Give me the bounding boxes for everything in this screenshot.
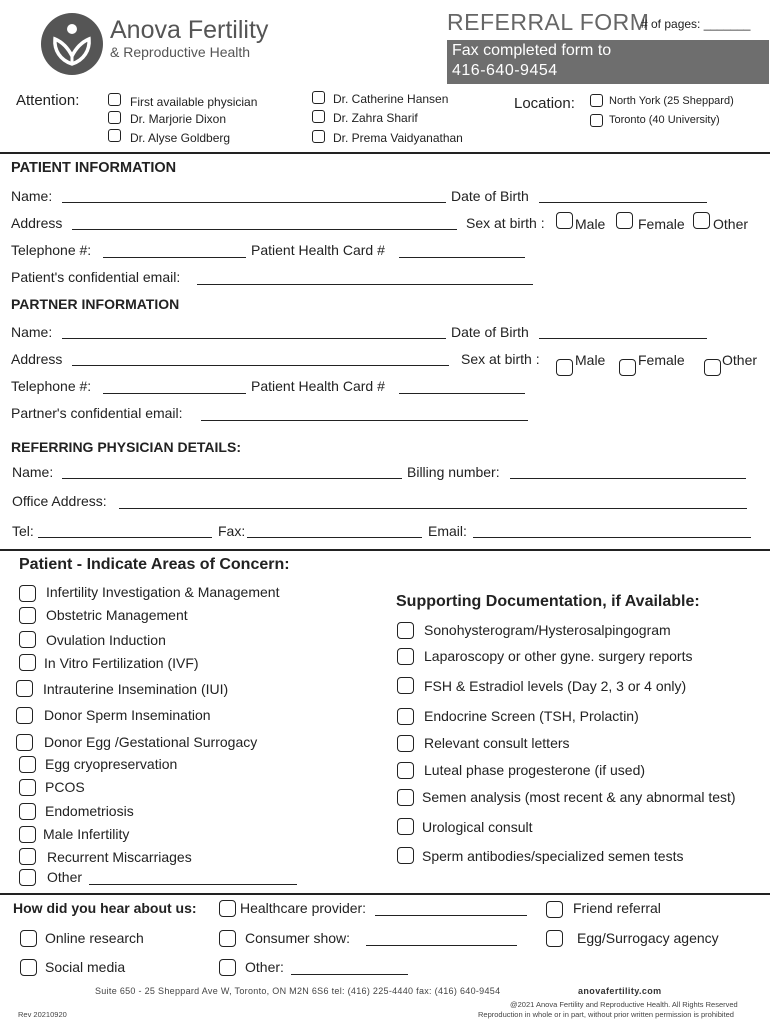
patient-male-checkbox[interactable]: [556, 212, 573, 229]
attention-option: Dr. Zahra Sharif: [333, 111, 418, 125]
physician-billing-field[interactable]: [510, 478, 746, 479]
doc-label: Sonohysterogram/Hysterosalpingogram: [424, 622, 671, 638]
patient-email-field[interactable]: [197, 284, 533, 285]
patient-female-checkbox[interactable]: [616, 212, 633, 229]
partner-male-label: Male: [575, 352, 606, 368]
patient-other-checkbox[interactable]: [693, 212, 710, 229]
hear-other-checkbox[interactable]: [219, 959, 236, 976]
concern-label: Ovulation Induction: [46, 632, 166, 648]
doc-checkbox[interactable]: [397, 622, 414, 639]
concern-checkbox[interactable]: [19, 654, 36, 671]
partner-tel-label: Telephone #:: [11, 378, 92, 394]
patient-email-label: Patient's confidential email:: [11, 269, 181, 285]
patient-dob-label: Date of Birth: [451, 188, 529, 204]
physician-email-field[interactable]: [473, 537, 751, 538]
partner-email-field[interactable]: [201, 420, 528, 421]
footer-address: Suite 650 - 25 Sheppard Ave W, Toronto, ON M2N 6S6 tel: (416) 225-4440 fax: (416) 640-9454: [95, 986, 501, 996]
partner-male-checkbox[interactable]: [556, 359, 573, 376]
doc-checkbox[interactable]: [397, 847, 414, 864]
physician-office-label: Office Address:: [12, 493, 107, 509]
concern-label: Endometriosis: [45, 803, 134, 819]
concern-checkbox[interactable]: [19, 848, 36, 865]
attention-checkbox[interactable]: [108, 129, 121, 142]
doc-checkbox[interactable]: [397, 762, 414, 779]
hear-healthcare-field[interactable]: [375, 915, 527, 916]
location-label: Location:: [514, 95, 575, 112]
doc-label: FSH & Estradiol levels (Day 2, 3 or 4 only): [424, 678, 687, 694]
patient-name-field[interactable]: [62, 202, 446, 203]
partner-health-card-label: Patient Health Card #: [251, 378, 385, 394]
attention-checkbox[interactable]: [108, 111, 121, 124]
concern-other-field[interactable]: [89, 884, 297, 885]
hear-agency-checkbox[interactable]: [546, 930, 563, 947]
divider: [0, 152, 770, 154]
concern-checkbox[interactable]: [19, 803, 36, 820]
patient-male-label: Male: [575, 216, 606, 232]
hear-other-label: Other:: [245, 959, 284, 975]
brand-name: Anova Fertility: [110, 16, 269, 44]
patient-heading: PATIENT INFORMATION: [11, 160, 177, 176]
footer-copyright: @2021 Anova Fertility and Reproductive Health. All Rights Reserved: [510, 1000, 738, 1009]
divider: [0, 549, 770, 551]
doc-label: Sperm antibodies/specialized semen tests: [422, 848, 684, 864]
partner-address-label: Address: [11, 351, 63, 367]
partner-sex-label: Sex at birth :: [461, 351, 540, 367]
patient-health-card-label: Patient Health Card #: [251, 242, 385, 258]
partner-name-field[interactable]: [62, 338, 446, 339]
physician-name-label: Name:: [12, 464, 54, 480]
hear-social-label: Social media: [45, 959, 126, 975]
doc-checkbox[interactable]: [397, 735, 414, 752]
partner-email-label: Partner's confidential email:: [11, 405, 183, 421]
concern-checkbox[interactable]: [16, 734, 33, 751]
pages-label: # of pages: _______: [641, 17, 751, 31]
hear-agency-label: Egg/Surrogacy agency: [577, 930, 719, 946]
doc-label: Laparoscopy or other gyne. surgery reports: [424, 648, 693, 664]
physician-tel-field[interactable]: [38, 537, 212, 538]
partner-dob-label: Date of Birth: [451, 324, 529, 340]
concern-checkbox[interactable]: [19, 869, 36, 886]
footer-rev: Rev 20210920: [18, 1010, 67, 1019]
doc-checkbox[interactable]: [397, 708, 414, 725]
concern-checkbox[interactable]: [19, 779, 36, 796]
concern-label: Intrauterine Insemination (IUI): [43, 681, 229, 697]
concern-label: Donor Sperm Insemination: [44, 707, 211, 723]
partner-female-label: Female: [638, 352, 685, 368]
attention-checkbox[interactable]: [312, 110, 325, 123]
hear-healthcare-label: Healthcare provider:: [240, 900, 367, 916]
hear-social-checkbox[interactable]: [20, 959, 37, 976]
attention-option: Dr. Prema Vaidyanathan: [333, 131, 463, 145]
concern-label: Donor Egg /Gestational Surrogacy: [44, 734, 258, 750]
doc-checkbox[interactable]: [397, 677, 414, 694]
physician-billing-label: Billing number:: [407, 464, 500, 480]
physician-office-field[interactable]: [119, 508, 747, 509]
partner-other-checkbox[interactable]: [704, 359, 721, 376]
attention-checkbox[interactable]: [312, 91, 325, 104]
attention-checkbox[interactable]: [312, 130, 325, 143]
concern-checkbox[interactable]: [19, 631, 36, 648]
location-option: Toronto (40 University): [609, 114, 720, 126]
physician-tel-label: Tel:: [12, 523, 34, 539]
patient-health-card-field[interactable]: [399, 257, 525, 258]
doc-checkbox[interactable]: [397, 789, 414, 806]
doc-label: Urological consult: [422, 819, 533, 835]
patient-tel-field[interactable]: [103, 257, 246, 258]
brand-subtitle: & Reproductive Health: [110, 44, 251, 60]
concern-checkbox[interactable]: [19, 756, 36, 773]
physician-fax-label: Fax:: [218, 523, 246, 539]
hear-consumer-checkbox[interactable]: [219, 930, 236, 947]
hear-consumer-field[interactable]: [366, 945, 517, 946]
concern-checkbox[interactable]: [16, 707, 33, 724]
partner-tel-field[interactable]: [103, 393, 246, 394]
partner-heading: PARTNER INFORMATION: [11, 296, 180, 312]
hear-other-field[interactable]: [291, 974, 408, 975]
form-title: REFERRAL FORM: [447, 9, 650, 35]
partner-health-card-field[interactable]: [399, 393, 525, 394]
concern-checkbox[interactable]: [19, 607, 36, 624]
concern-label: Male Infertility: [43, 826, 130, 842]
concern-label: In Vitro Fertilization (IVF): [44, 655, 199, 671]
doc-checkbox[interactable]: [397, 818, 414, 835]
hear-consumer-label: Consumer show:: [245, 930, 351, 946]
logo-icon: [40, 12, 104, 76]
attention-option: First available physician: [130, 95, 258, 109]
concern-label: Obstetric Management: [46, 607, 188, 623]
concerns-heading: Patient - Indicate Areas of Concern:: [19, 556, 290, 573]
doc-label: Endocrine Screen (TSH, Prolactin): [424, 708, 639, 724]
attention-option: Dr. Marjorie Dixon: [130, 112, 227, 126]
concern-label: Recurrent Miscarriages: [47, 849, 192, 865]
concern-label: Infertility Investigation & Management: [46, 584, 280, 600]
hear-online-label: Online research: [45, 930, 144, 946]
attention-label: Attention:: [16, 92, 80, 109]
doc-label: Semen analysis (most recent & any abnormal test): [422, 789, 736, 805]
patient-female-label: Female: [638, 216, 685, 232]
hear-online-checkbox[interactable]: [20, 930, 37, 947]
partner-name-label: Name:: [11, 324, 53, 340]
concern-label: PCOS: [45, 779, 85, 795]
partner-address-field[interactable]: [72, 365, 449, 366]
physician-name-field[interactable]: [62, 478, 402, 479]
fax-line-2: 416-640-9454: [452, 62, 558, 79]
patient-address-field[interactable]: [72, 229, 457, 230]
partner-female-checkbox[interactable]: [619, 359, 636, 376]
concern-checkbox[interactable]: [19, 826, 36, 843]
docs-heading: Supporting Documentation, if Available:: [396, 593, 700, 610]
doc-checkbox[interactable]: [397, 648, 414, 665]
concern-label: Egg cryopreservation: [45, 756, 178, 772]
concern-checkbox[interactable]: [16, 680, 33, 697]
patient-tel-label: Telephone #:: [11, 242, 92, 258]
hear-healthcare-checkbox[interactable]: [219, 900, 236, 917]
physician-email-label: Email:: [428, 523, 467, 539]
patient-dob-field[interactable]: [539, 202, 707, 203]
concern-checkbox[interactable]: [19, 585, 36, 602]
patient-address-label: Address: [11, 215, 63, 231]
patient-name-label: Name:: [11, 188, 53, 204]
doc-label: Relevant consult letters: [424, 735, 570, 751]
attention-option: Dr. Alyse Goldberg: [130, 131, 231, 145]
partner-dob-field[interactable]: [539, 338, 707, 339]
doc-label: Luteal phase progesterone (if used): [424, 762, 646, 778]
patient-sex-label: Sex at birth :: [466, 215, 545, 231]
physician-fax-field[interactable]: [247, 537, 422, 538]
footer-website[interactable]: anovafertility.com: [578, 986, 662, 996]
hear-label: How did you hear about us:: [13, 900, 197, 916]
location-checkbox[interactable]: [590, 94, 603, 107]
partner-other-label: Other: [722, 352, 758, 368]
footer-reproduction: Reproduction in whole or in part, without prior written permission is prohibited: [478, 1010, 734, 1019]
physician-heading: REFERRING PHYSICIAN DETAILS:: [11, 439, 241, 455]
concern-label: Other: [47, 869, 83, 885]
fax-line-1: Fax completed form to: [452, 42, 612, 59]
location-checkbox[interactable]: [590, 114, 603, 127]
attention-checkbox[interactable]: [108, 93, 121, 106]
attention-option: Dr. Catherine Hansen: [333, 92, 449, 106]
divider: [0, 893, 770, 895]
hear-friend-label: Friend referral: [573, 900, 661, 916]
hear-friend-checkbox[interactable]: [546, 901, 563, 918]
patient-other-label: Other: [713, 216, 749, 232]
location-option: North York (25 Sheppard): [609, 95, 734, 107]
